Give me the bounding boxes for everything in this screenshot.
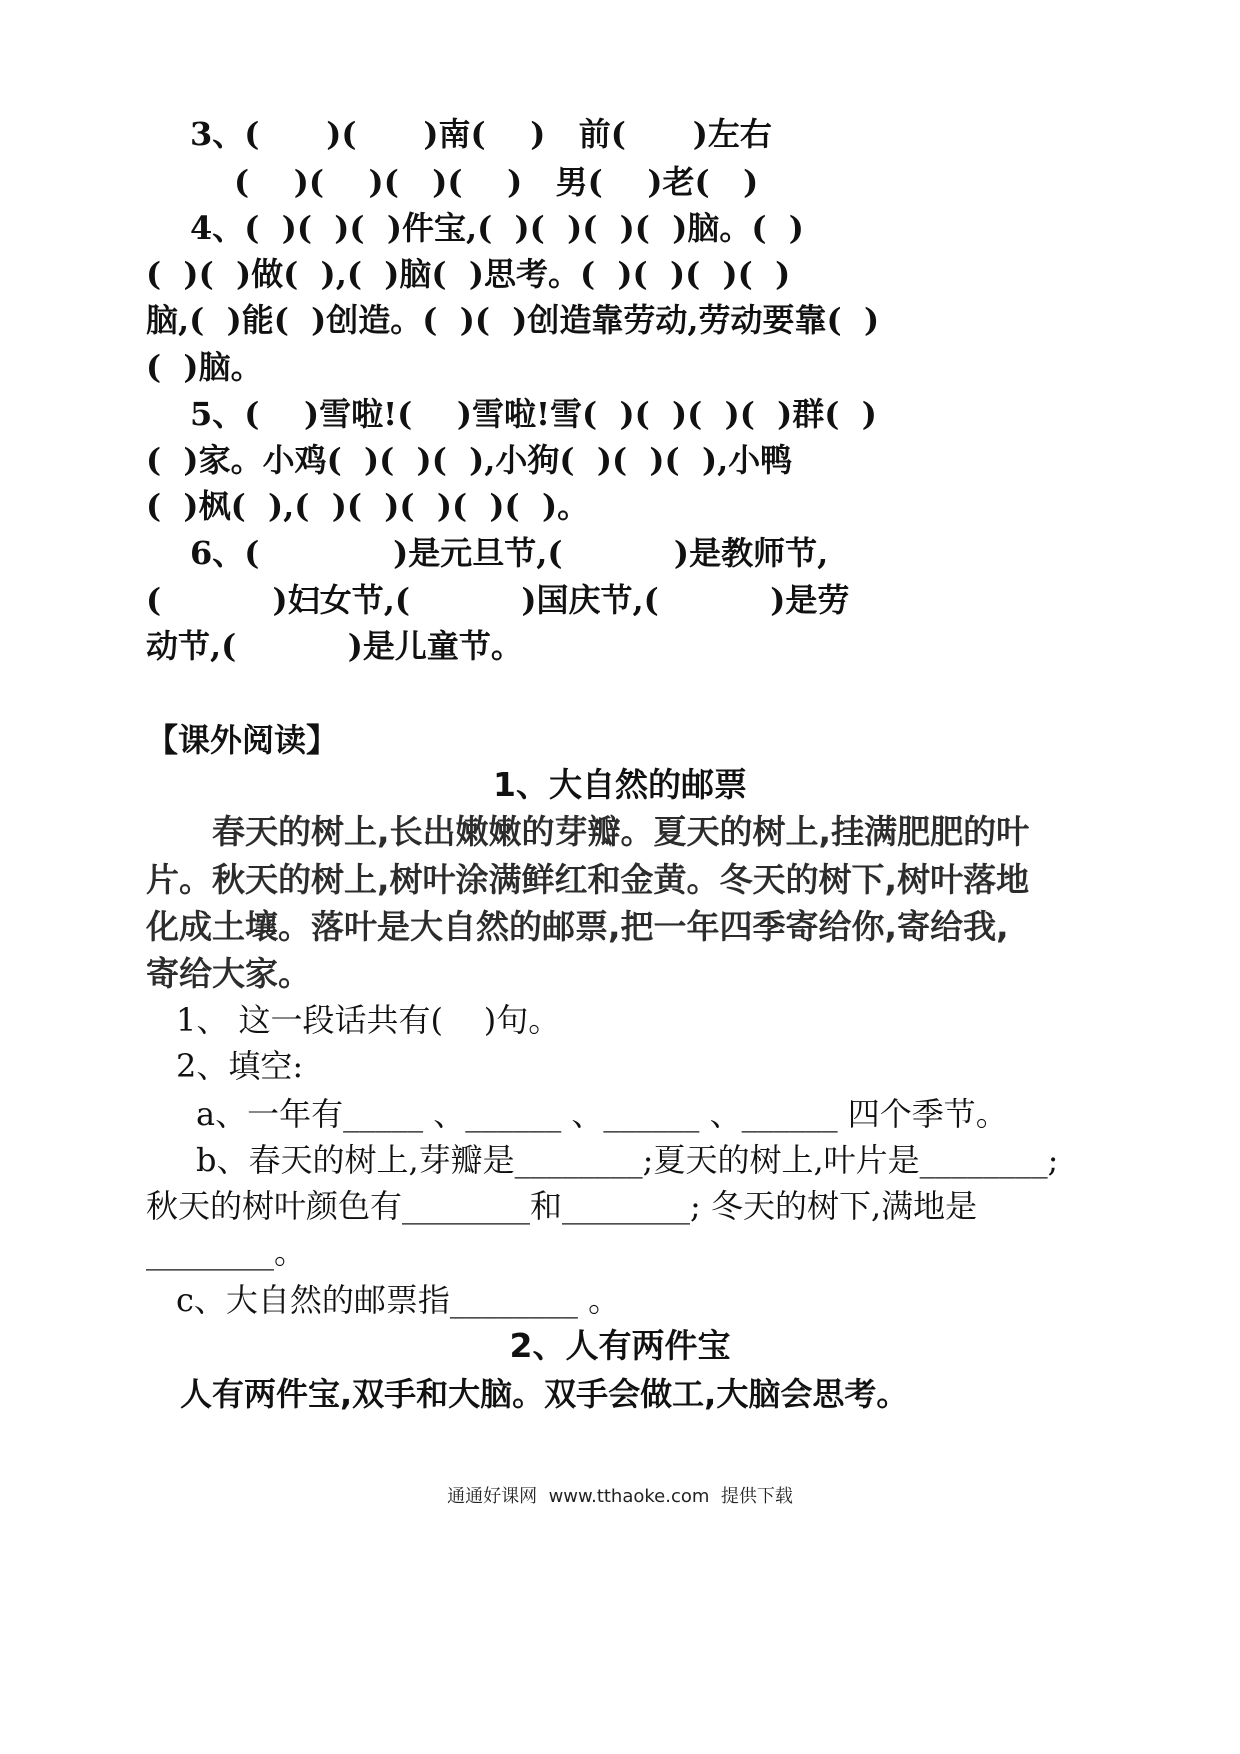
- reading1-question-2: 2、填空:: [176, 1047, 304, 1085]
- reading1-paragraph-line-2: 片。秋天的树上,树叶涂满鲜红和金黄。冬天的树下,树叶落地: [146, 860, 1030, 899]
- reading1-title: 1、大自然的邮票: [493, 765, 747, 804]
- q3-line-2: ( )( )( )( ) 男( )老( ): [234, 163, 759, 201]
- q4-line-4: ( )脑。: [146, 348, 263, 386]
- q6-line-3: 动节,( )是儿童节。: [146, 627, 523, 665]
- reading1-question-2b-line-1: b、春天的树上,芽瓣是________;夏天的树上,叶片是________;: [196, 1141, 1059, 1179]
- reading1-question-2b-line-3: ________。: [146, 1233, 307, 1271]
- q5-line-1: 5、( )雪啦!( )雪啦!雪( )( )( )( )群( ): [190, 395, 877, 433]
- q3-line-1: 3、( )( )南( ) 前( )左右: [190, 115, 772, 153]
- reading2-paragraph: 人有两件宝,双手和大脑。双手会做工,大脑会思考。: [180, 1375, 909, 1413]
- q6-line-2: ( )妇女节,( )国庆节,( )是劳: [146, 581, 850, 619]
- reading1-question-2b-line-2: 秋天的树叶颜色有________和________; 冬天的树下,满地是: [146, 1187, 978, 1225]
- page-footer: 通通好课网 www.tthaoke.com 提供下载: [447, 1486, 793, 1507]
- reading1-paragraph-line-1: 春天的树上,长出嫩嫩的芽瓣。夏天的树上,挂满肥肥的叶: [212, 812, 1030, 851]
- q5-line-3: ( )枫( ),( )( )( )( )( )。: [146, 487, 590, 525]
- reading1-question-2a: a、一年有_____ 、______ 、______ 、______ 四个季节。: [196, 1095, 1008, 1133]
- reading1-question-1: 1、 这一段话共有( )句。: [176, 1001, 561, 1039]
- reading1-paragraph-line-4: 寄给大家。: [146, 954, 311, 993]
- reading2-title: 2、人有两件宝: [509, 1326, 731, 1365]
- section-title: 【课外阅读】: [146, 721, 339, 759]
- q5-line-2: ( )家。小鸡( )( )( ),小狗( )( )( ),小鸭: [146, 441, 793, 479]
- reading1-paragraph-line-3: 化成土壤。落叶是大自然的邮票,把一年四季寄给你,寄给我,: [146, 907, 1009, 946]
- q4-line-3: 脑,( )能( )创造。( )( )创造靠劳动,劳动要靠( ): [146, 301, 880, 339]
- q4-line-2: ( )( )做( ),( )脑( )思考。( )( )( )( ): [146, 255, 791, 293]
- q6-line-1: 6、( )是元旦节,( )是教师节,: [190, 534, 829, 572]
- q4-line-1: 4、( )( )( )件宝,( )( )( )( )脑。( ): [190, 209, 804, 247]
- reading1-question-2c: c、大自然的邮票指________ 。: [176, 1281, 621, 1319]
